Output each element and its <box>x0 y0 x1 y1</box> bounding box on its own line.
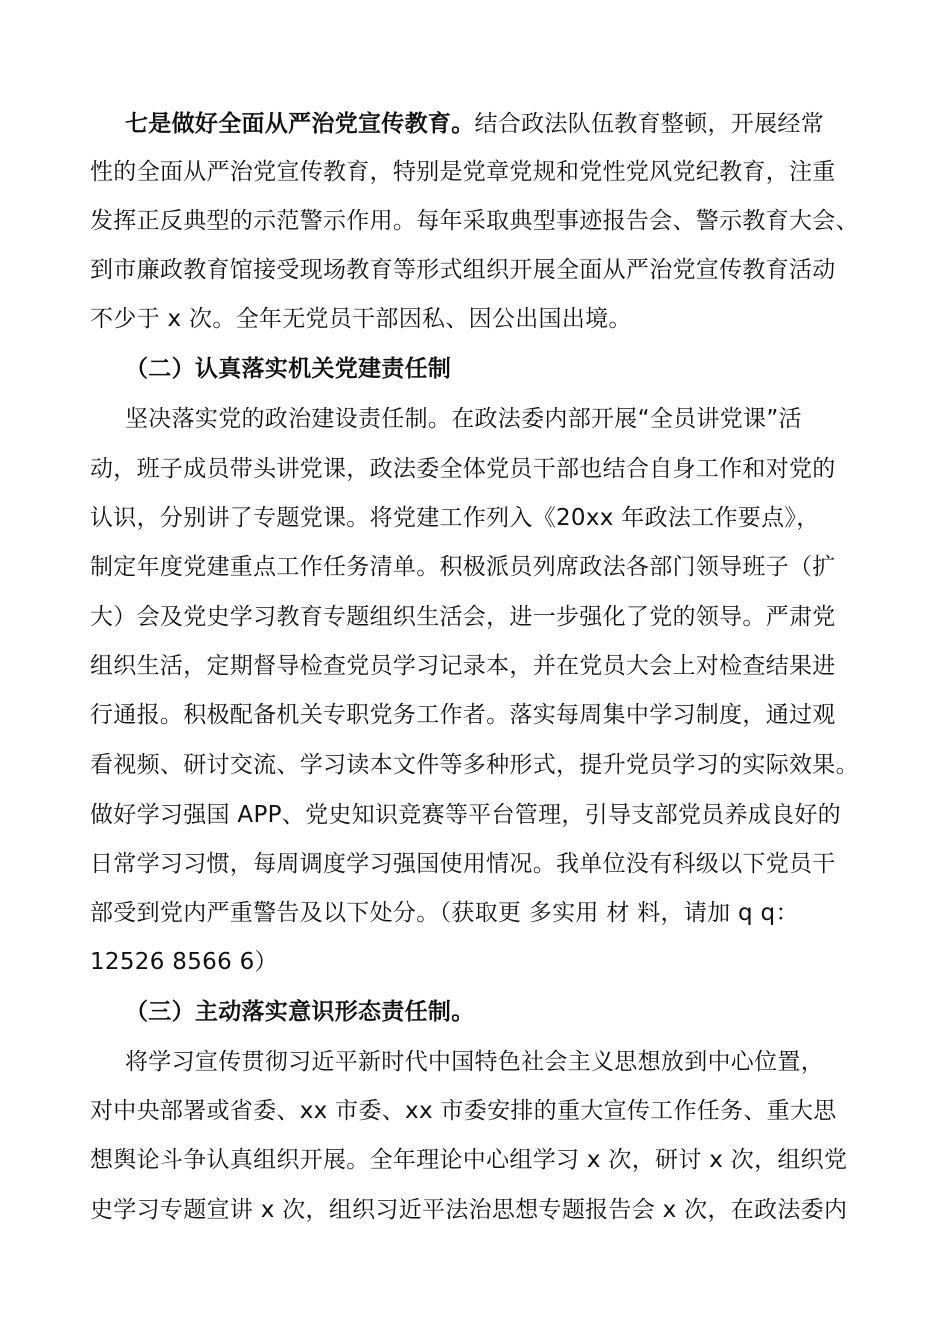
section2-line: 日常学习习惯，每周调度学习强国使用情况。我单位没有科级以下党员干 <box>90 851 836 877</box>
section7-heading: 七是做好全面从严治党宣传教育。 <box>125 111 475 137</box>
section2-line: 做好学习强国 APP、党史知识竞赛等平台管理，引导支部党员养成良好的 <box>90 802 841 828</box>
section7-line-4: 到市廉政教育馆接受现场教育等形式组织开展全面从严治党宣传教育活动 <box>90 257 836 283</box>
section2-line: 看视频、研讨交流、学习读本文件等多种形式，提升党员学习的实际效果。 <box>90 752 859 778</box>
section2-line: 行通报。积极配备机关专职党务工作者。落实每周集中学习制度，通过观 <box>90 702 836 728</box>
section2-heading: （二）认真落实机关党建责任制 <box>125 356 452 382</box>
section2-line: 认识，分别讲了专题党课。将党建工作列入《20xx 年政法工作要点》， <box>90 505 820 531</box>
section7-line-2: 性的全面从严治党宣传教育，特别是党章党规和党性党风党纪教育，注重 <box>90 159 836 185</box>
section3-line: 对中央部署或省委、xx 市委、xx 市委安排的重大宣传工作任务、重大思 <box>90 1098 837 1124</box>
section2-line: 组织生活，定期督导检查党员学习记录本，并在党员大会上对检查结果进 <box>90 653 836 679</box>
section7-line-1 <box>125 109 824 139</box>
section2-line: 12526 8566 6） <box>90 949 278 975</box>
section3-heading: （三）主动落实意识形态责任制。 <box>125 999 475 1025</box>
section7-line-5: 不少于 x 次。全年无党员干部因私、因公出国出境。 <box>90 306 632 332</box>
section2-line: 动，班子成员带头讲党课，政法委全体党员干部也结合自身工作和对党的 <box>90 456 836 482</box>
section2-line: 坚决落实党的政治建设责任制。在政法委内部开展“全员讲党课”活 <box>125 406 802 432</box>
section2-line: 大）会及党史学习教育专题组织生活会，进一步强化了党的领导。严肃党 <box>90 604 836 630</box>
section2-line: 制定年度党建重点工作任务清单。积极派员列席政法各部门领导班子（扩 <box>90 554 836 580</box>
section3-line: 将学习宣传贯彻习近平新时代中国特色社会主义思想放到中心位置， <box>125 1049 824 1075</box>
section3-line: 史学习专题宣讲 x 次，组织习近平法治思想专题报告会 x 次，在政法委内 <box>90 1197 848 1223</box>
section7-line-3: 发挥正反典型的示范警示作用。每年采取典型事迹报告会、警示教育大会、 <box>90 208 859 234</box>
section7-line1-text: 结合政法队伍教育整顿，开展经常 <box>474 111 824 137</box>
section3-line: 想舆论斗争认真组织开展。全年理论中心组学习 x 次，研讨 x 次，组织党 <box>90 1147 848 1173</box>
section2-line: 部受到党内严重警告及以下处分。（获取更 多实用 材 料，请加 q q： <box>90 900 799 926</box>
